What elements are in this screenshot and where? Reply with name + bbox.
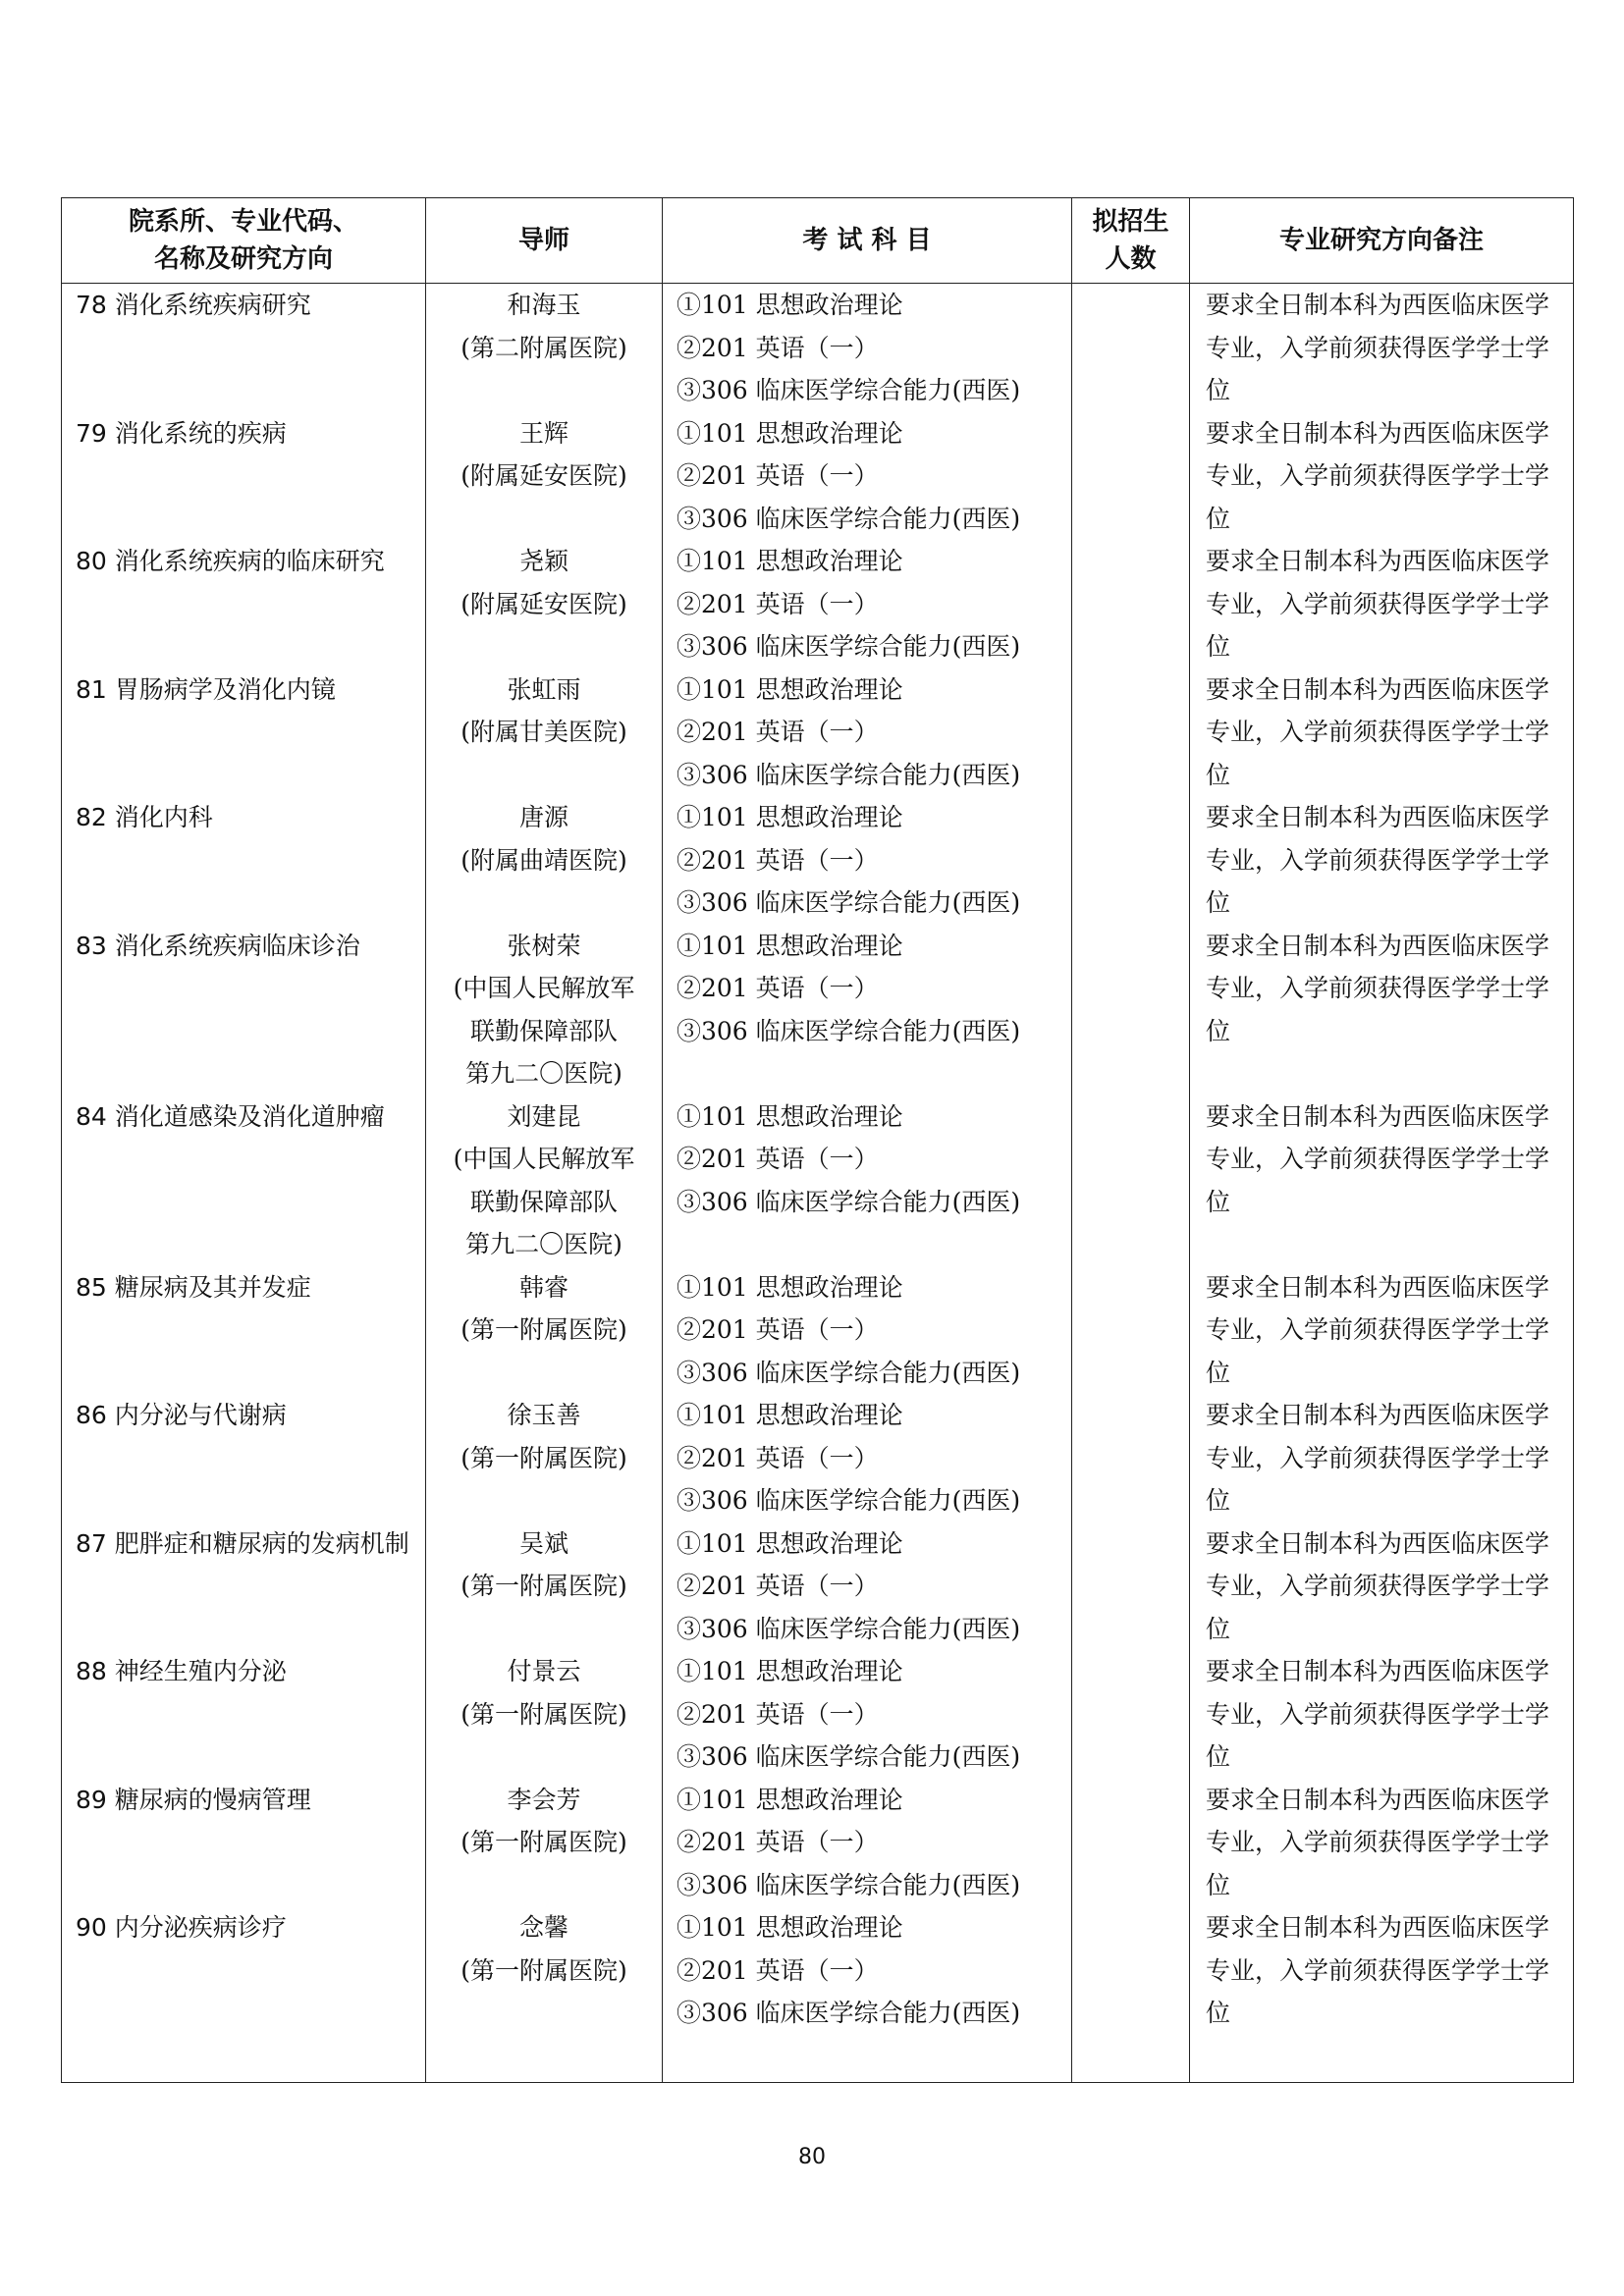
- exams-cell: [663, 668, 1072, 797]
- exam-subject: ③306 临床医学综合能力(西医): [677, 1742, 1021, 1771]
- advisor-cell: [426, 1650, 663, 1779]
- advisor-affiliation: 联勤保障部队: [469, 1187, 618, 1216]
- advisor-affiliation: (中国人民解放军: [453, 974, 635, 1002]
- note-cell: 要求全日制本科为西医临床医学专业，入学前须获得医学学士学位: [1190, 796, 1574, 925]
- exam-subject: ①101 思想政治理论: [677, 291, 903, 319]
- advisor-name: 尧颖: [518, 547, 568, 575]
- table-row: [62, 1650, 1574, 1779]
- table-row: [62, 1394, 1574, 1522]
- note-cell: 要求全日制本科为西医临床医学专业，入学前须获得医学学士学位: [1190, 412, 1574, 541]
- exam-subject: ①101 思想政治理论: [677, 803, 903, 831]
- advisor-affiliation: (第一附属医院): [460, 1315, 627, 1344]
- advisor-affiliation: (附属延安医院): [460, 461, 627, 490]
- table-row: [62, 1266, 1574, 1395]
- advisor-affiliation: (附属延安医院): [460, 589, 627, 618]
- exam-subject: ②201 英语（一）: [677, 1315, 879, 1344]
- table-filler-row: [62, 2035, 1574, 2083]
- advisor-name: 李会芳: [507, 1785, 581, 1814]
- exams-cell: [663, 925, 1072, 1095]
- advisor-cell: [426, 1906, 663, 2035]
- exam-subject: ③306 临床医学综合能力(西医): [677, 632, 1021, 661]
- advisor-name: 付景云: [507, 1657, 581, 1685]
- table-row: [62, 1522, 1574, 1651]
- direction-cell: [62, 1779, 426, 1907]
- direction-name: 神经生殖内分泌: [114, 1657, 287, 1685]
- direction-number: 83: [76, 931, 107, 960]
- exam-subject: ③306 临床医学综合能力(西医): [677, 376, 1021, 404]
- quota-cell: [1072, 1095, 1190, 1266]
- advisor-cell: [426, 284, 663, 412]
- exams-cell: [663, 1522, 1072, 1651]
- table-header: [62, 198, 1574, 284]
- direction-name: 内分泌与代谢病: [114, 1401, 287, 1429]
- advisor-affiliation: (中国人民解放军: [453, 1145, 635, 1173]
- table-row: [62, 1779, 1574, 1907]
- quota-cell: [1072, 1906, 1190, 2035]
- quota-cell: [1072, 1650, 1190, 1779]
- exam-subject: ①101 思想政治理论: [677, 547, 903, 575]
- advisor-cell: [426, 668, 663, 797]
- page-number: 80: [798, 2145, 826, 2169]
- exam-subject: ①101 思想政治理论: [677, 1657, 903, 1685]
- direction-number: 86: [76, 1401, 107, 1429]
- advisor-affiliation: (第一附属医院): [460, 1699, 627, 1729]
- exams-cell: [663, 284, 1072, 412]
- exam-subject: ①101 思想政治理论: [677, 931, 903, 960]
- advisor-name: 徐玉善: [507, 1401, 581, 1429]
- direction-number: 85: [76, 1272, 107, 1302]
- direction-name: 消化系统的疾病: [114, 418, 287, 448]
- advisor-cell: [426, 540, 663, 668]
- advisor-cell: [426, 1394, 663, 1522]
- advisor-affiliation: (第二附属医院): [460, 333, 627, 362]
- direction-name: 消化内科: [114, 803, 213, 831]
- advisor-cell: [426, 1779, 663, 1907]
- exam-subject: ③306 临床医学综合能力(西医): [677, 504, 1021, 533]
- exam-subject: ②201 英语（一）: [677, 1699, 879, 1729]
- direction-cell: [62, 284, 426, 412]
- direction-number: 84: [76, 1101, 107, 1131]
- direction-name: 胃肠病学及消化内镜: [114, 674, 336, 704]
- exam-subject: ③306 临床医学综合能力(西医): [677, 1358, 1021, 1387]
- direction-cell: [62, 1522, 426, 1651]
- exam-subject: ③306 临床医学综合能力(西医): [677, 1614, 1021, 1643]
- exams-cell: [663, 1095, 1072, 1266]
- exams-cell: [663, 1394, 1072, 1522]
- note-cell: 要求全日制本科为西医临床医学专业，入学前须获得医学学士学位: [1190, 1266, 1574, 1395]
- note-cell: 要求全日制本科为西医临床医学专业，入学前须获得医学学士学位: [1190, 1095, 1574, 1266]
- table-row: [62, 412, 1574, 541]
- direction-cell: [62, 668, 426, 797]
- direction-number: 80: [76, 547, 107, 575]
- note-cell: 要求全日制本科为西医临床医学专业，入学前须获得医学学士学位: [1190, 1779, 1574, 1907]
- advisor-cell: [426, 796, 663, 925]
- empty-cell: [62, 2035, 426, 2083]
- exams-cell: [663, 1650, 1072, 1779]
- empty-cell: [426, 2035, 663, 2083]
- enrollment-table: [61, 197, 1574, 2083]
- exam-subject: ②201 英语（一）: [677, 718, 879, 746]
- exam-subject: ①101 思想政治理论: [677, 1101, 903, 1131]
- quota-cell: [1072, 1522, 1190, 1651]
- direction-cell: [62, 412, 426, 541]
- advisor-affiliation: 联勤保障部队: [469, 1016, 618, 1045]
- quota-cell: [1072, 284, 1190, 412]
- table-row: [62, 925, 1574, 1095]
- exams-cell: [663, 1266, 1072, 1395]
- direction-cell: [62, 796, 426, 925]
- exam-subject: ②201 英语（一）: [677, 1145, 879, 1173]
- table-row: [62, 668, 1574, 797]
- direction-number: 87: [76, 1528, 107, 1558]
- advisor-name: 念馨: [518, 1913, 568, 1942]
- direction-name: 消化道感染及消化道肿瘤: [114, 1101, 385, 1131]
- empty-cell: [1190, 2035, 1574, 2083]
- direction-cell: [62, 1095, 426, 1266]
- table-row: [62, 1095, 1574, 1266]
- note-cell: 要求全日制本科为西医临床医学专业，入学前须获得医学学士学位: [1190, 284, 1574, 412]
- advisor-affiliation: (第一附属医院): [460, 1828, 627, 1856]
- exam-subject: ①101 思想政治理论: [677, 1913, 903, 1942]
- quota-cell: [1072, 1266, 1190, 1395]
- header-direction: 院系所、专业代码、名称及研究方向: [62, 198, 426, 284]
- advisor-cell: [426, 1522, 663, 1651]
- direction-number: 81: [76, 674, 107, 704]
- direction-number: 79: [76, 418, 107, 448]
- advisor-name: 刘建昆: [507, 1101, 581, 1131]
- direction-cell: [62, 1650, 426, 1779]
- quota-cell: [1072, 540, 1190, 668]
- exam-subject: ③306 临床医学综合能力(西医): [677, 888, 1021, 917]
- advisor-affiliation: 第九二〇医院): [465, 1230, 623, 1258]
- direction-name: 糖尿病及其并发症: [114, 1272, 311, 1302]
- direction-name: 消化系统疾病研究: [114, 291, 311, 319]
- note-cell: 要求全日制本科为西医临床医学专业，入学前须获得医学学士学位: [1190, 1650, 1574, 1779]
- direction-cell: [62, 1906, 426, 2035]
- exam-subject: ①101 思想政治理论: [677, 1272, 903, 1302]
- exam-subject: ②201 英语（一）: [677, 1443, 879, 1472]
- advisor-affiliation: (第一附属医院): [460, 1955, 627, 1985]
- exam-subject: ③306 临床医学综合能力(西医): [677, 1870, 1021, 1899]
- header-notes: 专业研究方向备注: [1190, 198, 1574, 284]
- table-row: [62, 284, 1574, 412]
- advisor-name: 张虹雨: [507, 674, 581, 704]
- exam-subject: ①101 思想政治理论: [677, 1528, 903, 1558]
- quota-cell: [1072, 925, 1190, 1095]
- quota-cell: [1072, 796, 1190, 925]
- quota-cell: [1072, 1394, 1190, 1522]
- direction-cell: [62, 1394, 426, 1522]
- note-cell: 要求全日制本科为西医临床医学专业，入学前须获得医学学士学位: [1190, 540, 1574, 668]
- exam-subject: ①101 思想政治理论: [677, 1401, 903, 1429]
- advisor-cell: [426, 1266, 663, 1395]
- exam-subject: ③306 临床医学综合能力(西医): [677, 760, 1021, 789]
- advisor-name: 吴斌: [518, 1528, 568, 1558]
- exam-subject: ③306 临床医学综合能力(西医): [677, 1999, 1021, 2027]
- header-exams: 考 试 科 目: [663, 198, 1072, 284]
- exam-subject: ②201 英语（一）: [677, 1955, 879, 1985]
- exam-subject: ②201 英语（一）: [677, 845, 879, 875]
- direction-name: 内分泌疾病诊疗: [114, 1913, 287, 1942]
- advisor-name: 唐源: [518, 803, 568, 831]
- empty-cell: [1072, 2035, 1190, 2083]
- advisor-affiliation: 第九二〇医院): [465, 1059, 623, 1088]
- exam-subject: ①101 思想政治理论: [677, 1785, 903, 1814]
- direction-name: 消化系统疾病临床诊治: [114, 931, 360, 960]
- direction-name: 消化系统疾病的临床研究: [114, 547, 385, 575]
- advisor-name: 和海玉: [507, 291, 581, 319]
- direction-name: 肥胖症和糖尿病的发病机制: [114, 1528, 409, 1558]
- exam-subject: ③306 临床医学综合能力(西医): [677, 1486, 1021, 1515]
- note-cell: 要求全日制本科为西医临床医学专业，入学前须获得医学学士学位: [1190, 1394, 1574, 1522]
- note-cell: 要求全日制本科为西医临床医学专业，入学前须获得医学学士学位: [1190, 1906, 1574, 2035]
- exams-cell: [663, 1779, 1072, 1907]
- direction-number: 78: [76, 291, 107, 319]
- quota-cell: [1072, 1779, 1190, 1907]
- quota-cell: [1072, 668, 1190, 797]
- exams-cell: [663, 540, 1072, 668]
- direction-number: 90: [76, 1913, 107, 1942]
- note-cell: 要求全日制本科为西医临床医学专业，入学前须获得医学学士学位: [1190, 1522, 1574, 1651]
- note-cell: 要求全日制本科为西医临床医学专业，入学前须获得医学学士学位: [1190, 668, 1574, 797]
- direction-cell: [62, 540, 426, 668]
- header-quota: 拟招生人数: [1072, 198, 1190, 284]
- exam-subject: ②201 英语（一）: [677, 461, 879, 490]
- empty-cell: [663, 2035, 1072, 2083]
- header-advisor: 导师: [426, 198, 663, 284]
- exam-subject: ②201 英语（一）: [677, 1828, 879, 1856]
- exam-subject: ①101 思想政治理论: [677, 674, 903, 704]
- table-row: [62, 1906, 1574, 2035]
- advisor-affiliation: (第一附属医院): [460, 1443, 627, 1472]
- direction-name: 糖尿病的慢病管理: [114, 1785, 311, 1814]
- advisor-name: 韩睿: [518, 1272, 568, 1302]
- direction-cell: [62, 1266, 426, 1395]
- direction-cell: [62, 925, 426, 1095]
- table-row: [62, 796, 1574, 925]
- exam-subject: ③306 临床医学综合能力(西医): [677, 1016, 1021, 1045]
- exam-subject: ②201 英语（一）: [677, 333, 879, 362]
- advisor-cell: [426, 925, 663, 1095]
- advisor-cell: [426, 1095, 663, 1266]
- table-body: [62, 284, 1574, 2083]
- exams-cell: [663, 1906, 1072, 2035]
- direction-number: 88: [76, 1657, 107, 1685]
- exam-subject: ②201 英语（一）: [677, 974, 879, 1002]
- exam-subject: ②201 英语（一）: [677, 589, 879, 618]
- advisor-name: 王辉: [518, 418, 568, 448]
- note-cell: 要求全日制本科为西医临床医学专业，入学前须获得医学学士学位: [1190, 925, 1574, 1095]
- quota-cell: [1072, 412, 1190, 541]
- direction-number: 89: [76, 1785, 107, 1814]
- exam-subject: ③306 临床医学综合能力(西医): [677, 1187, 1021, 1216]
- advisor-affiliation: (附属曲靖医院): [460, 845, 627, 875]
- advisor-affiliation: (第一附属医院): [460, 1572, 627, 1600]
- exams-cell: [663, 796, 1072, 925]
- exams-cell: [663, 412, 1072, 541]
- exam-subject: ①101 思想政治理论: [677, 418, 903, 448]
- advisor-name: 张树荣: [507, 931, 581, 960]
- direction-number: 82: [76, 803, 107, 831]
- advisor-cell: [426, 412, 663, 541]
- exam-subject: ②201 英语（一）: [677, 1572, 879, 1600]
- table-row: [62, 540, 1574, 668]
- advisor-affiliation: (附属甘美医院): [460, 718, 627, 746]
